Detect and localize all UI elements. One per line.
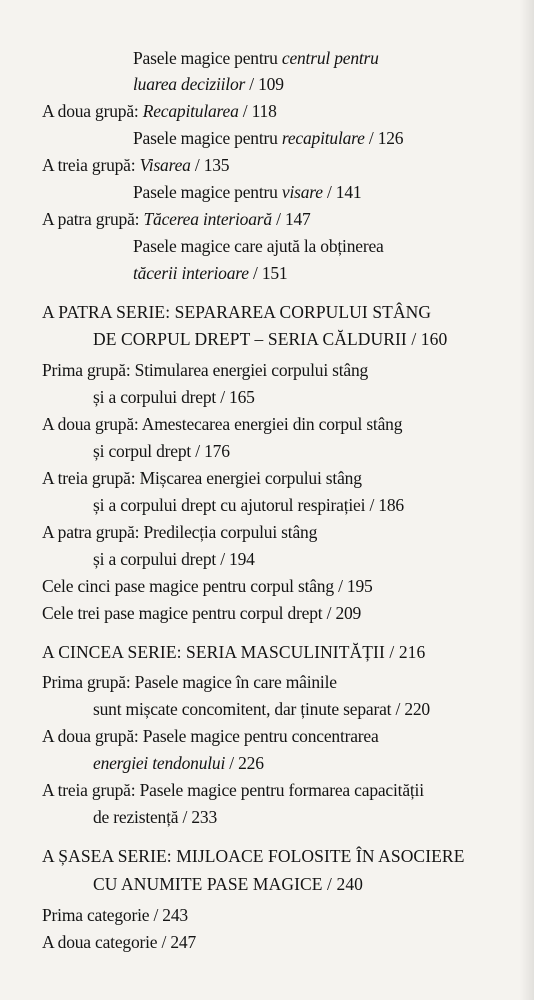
toc-entry xyxy=(42,208,311,230)
toc-entry: Cele trei pase magice pentru corpul drept / 209 xyxy=(42,603,362,623)
section-heading: A CINCEA SERIE: SERIA MASCULINITĂȚII / 216 xyxy=(42,642,426,662)
entry-text: A treia grupă: xyxy=(42,155,140,175)
entry-italic: Tăcerea interioară xyxy=(143,209,272,229)
toc-entry: A patra grupă: Predilecția corpului stâng xyxy=(42,522,318,542)
toc-entry: Cele cinci pase magice pentru corpul stâng / 195 xyxy=(42,576,373,596)
entry-text: A doua grupă: xyxy=(42,101,143,121)
section-heading: CU ANUMITE PASE MAGICE / 240 xyxy=(93,874,364,894)
entry-text: Pasele magice pentru xyxy=(133,182,282,202)
toc-entry: și a corpului drept cu ajutorul respirației / 186 xyxy=(93,495,404,515)
section-heading: A PATRA SERIE: SEPARAREA CORPULUI STÂNG xyxy=(42,302,432,322)
entry-page: / 226 xyxy=(225,753,264,773)
toc-entry: A doua categorie / 247 xyxy=(42,932,197,952)
entry-text: Pasele magice pentru xyxy=(133,128,282,148)
toc-entry xyxy=(133,127,403,149)
toc-entry: A treia grupă: Pasele magice pentru formarea capacității xyxy=(42,780,424,800)
toc-entry: și corpul drept / 176 xyxy=(93,441,230,461)
toc-entry xyxy=(133,181,361,203)
entry-page: / 147 xyxy=(271,209,311,229)
toc-entry xyxy=(133,73,284,95)
toc-entry: A treia grupă: Mișcarea energiei corpului stâng xyxy=(42,468,362,488)
toc-entry: Prima categorie / 243 xyxy=(42,905,188,925)
entry-italic: energiei tendonului xyxy=(93,753,226,773)
entry-text: A patra grupă: xyxy=(42,209,144,229)
toc-entry xyxy=(133,262,287,284)
toc-entry: A doua grupă: Pasele magice pentru concentrarea xyxy=(42,726,379,746)
toc-entry xyxy=(133,47,379,69)
section-heading: A ȘASEA SERIE: MIJLOACE FOLOSITE ÎN ASOCIERE xyxy=(42,846,465,866)
toc-entry xyxy=(93,752,264,774)
page-edge-shadow xyxy=(520,0,534,1000)
entry-italic: Recapitularea xyxy=(142,101,239,121)
entry-italic: tăcerii interioare xyxy=(133,263,249,283)
section-heading: DE CORPUL DREPT – SERIA CĂLDURII / 160 xyxy=(93,329,448,349)
toc-entry xyxy=(42,100,277,122)
entry-page: / 151 xyxy=(248,263,288,283)
entry-text: Pasele magice pentru xyxy=(133,48,282,68)
toc-entry: de rezistență / 233 xyxy=(93,807,217,827)
entry-italic: centrul pentru xyxy=(281,48,379,68)
toc-entry: Prima grupă: Pasele magice în care mâinile xyxy=(42,672,337,692)
toc-entry: Prima grupă: Stimularea energiei corpului stâng xyxy=(42,360,369,380)
entry-italic: visare xyxy=(281,182,323,202)
entry-page: / 118 xyxy=(238,101,277,121)
toc-entry: Pasele magice care ajută la obținerea xyxy=(133,236,384,256)
entry-italic: luarea deciziilor xyxy=(133,74,246,94)
entry-page: / 109 xyxy=(245,74,284,94)
toc-entry: sunt mișcate concomitent, dar ținute separat / 220 xyxy=(93,699,430,719)
entry-italic: Visarea xyxy=(139,155,191,175)
toc-entry: A doua grupă: Amestecarea energiei din corpul stâng xyxy=(42,414,403,434)
toc-entry xyxy=(42,154,229,176)
toc-entry: și a corpului drept / 165 xyxy=(93,387,255,407)
entry-page: / 126 xyxy=(364,128,404,148)
toc-entry: și a corpului drept / 194 xyxy=(93,549,255,569)
entry-page: / 135 xyxy=(190,155,230,175)
entry-italic: recapitulare xyxy=(281,128,365,148)
entry-page: / 141 xyxy=(322,182,362,202)
